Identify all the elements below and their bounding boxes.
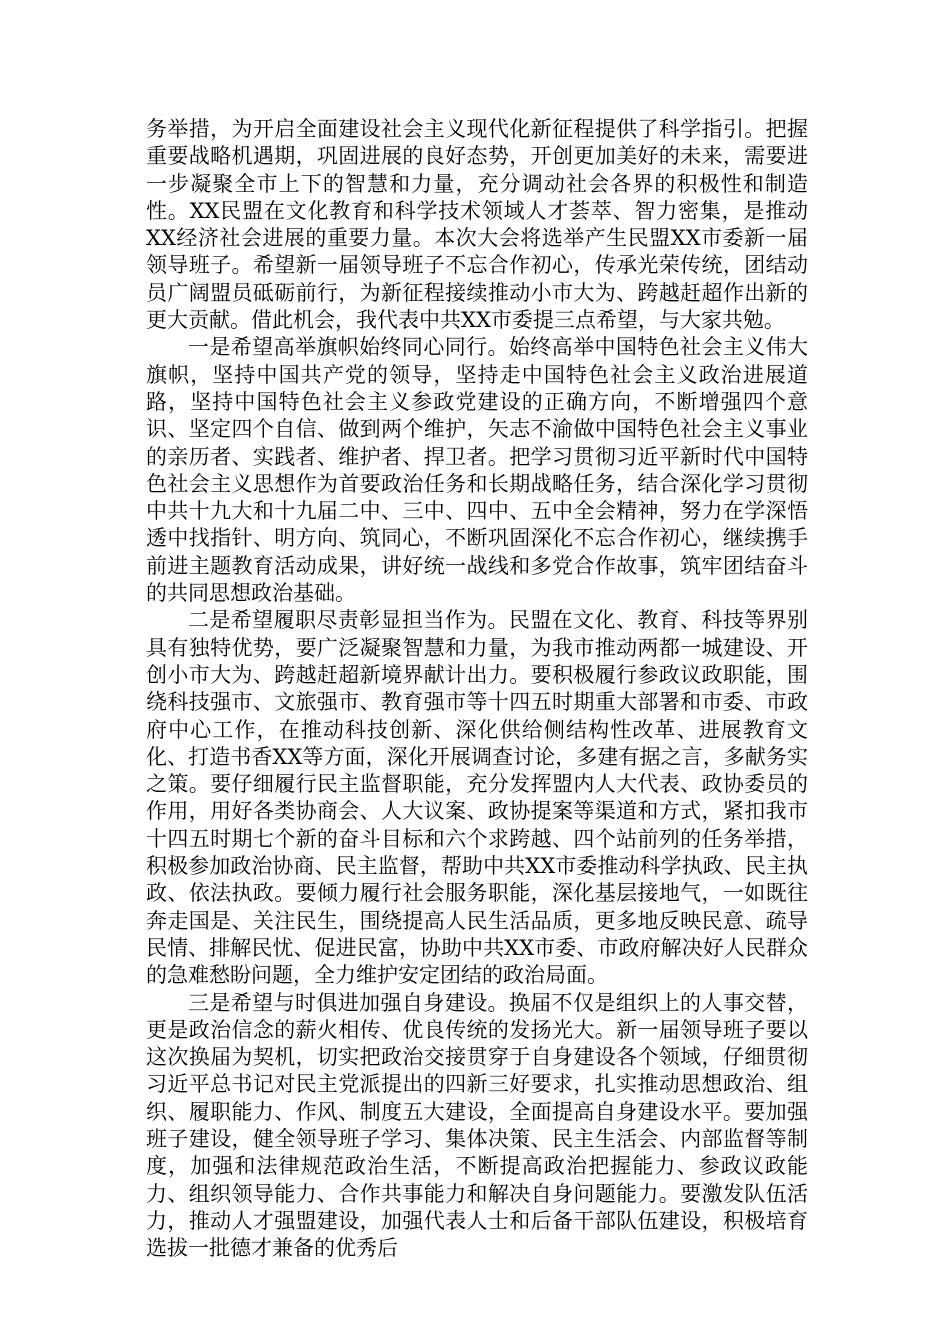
- document-body: [146, 116, 808, 1262]
- paragraph-hope-one: 一是希望高举旗帜始终同心同行。始终高举中国特色社会主义伟大旗帜，坚持中国共产党的领导，坚持走中国特色社会主义政治进展道路，坚持中国特色社会主义参政党建设的正确方向，不断增强四个意识、坚定四个自信、做到两个维护，矢志不渝做中国特色社会主义事业的亲历者、实践者、维护者、捍卫者。把学习贯彻习近平新时代中国特色社会主义思想作为首要政治任务和长期战略任务，结合深化学习贯彻中共十九大和十九届二中、三中、四中、五中全会精神，努力在学深悟透中找指针、明方向、筑同心，不断巩固深化不忘合作初心，继续携手前进主题教育活动成果，讲好统一战线和多党合作故事，筑牢团结奋斗的共同思想政治基础。: [146, 335, 808, 606]
- paragraph-continuation: 务举措，为开启全面建设社会主义现代化新征程提供了科学指引。把握重要战略机遇期，巩固进展的良好态势，开创更加美好的未来，需要进一步凝聚全市上下的智慧和力量，充分调动社会各界的积极性和制造性。XX民盟在文化教育和科学技术领域人才荟萃、智力密集，是推动XX经济社会进展的重要力量。本次大会将选举产生民盟XX市委新一届领导班子。希望新一届领导班子不忘合作初心，传承光荣传统，团结动员广阔盟员砥砺前行，为新征程接续推动小市大为、跨越赶超作出新的更大贡献。借此机会，我代表中共XX市委提三点希望，与大家共勉。: [146, 117, 808, 333]
- paragraph-hope-three: 三是希望与时俱进加强自身建设。换届不仅是组织上的人事交替，更是政治信念的薪火相传、优良传统的发扬光大。新一届领导班子要以这次换届为契机，切实把政治交接贯穿于自身建设各个领域，仔细贯彻习近平总书记对民主党派提出的四新三好要求，扎实推动思想政治、组织、履职能力、作风、制度五大建设，全面提高自身建设水平。要加强班子建设，健全领导班子学习、集体决策、民主生活会、内部监督等制度，加强和法律规范政治生活，不断提高政治把握能力、参政议政能力、组织领导能力、合作共事能力和解决自身问题能力。要激发队伍活力，推动人才强盟建设，加强代表人士和后备干部队伍建设，积极培育选拔一批德才兼备的优秀后: [146, 990, 808, 1261]
- paragraph-hope-two: 二是希望履职尽责彰显担当作为。民盟在文化、教育、科技等界别具有独特优势，要广泛凝聚智慧和力量，为我市推动两都一城建设、开创小市大为、跨越赶超新境界献计出力。要积极履行参政议政职能，围绕科技强市、文旅强市、教育强市等十四五时期重大部署和市委、市政府中心工作，在推动科技创新、深化供给侧结构性改革、进展教育文化、打造书香XX等方面，深化开展调查讨论，多建有据之言，多献务实之策。要仔细履行民主监督职能，充分发挥盟内人大代表、政协委员的作用，用好各类协商会、人大议案、政协提案等渠道和方式，紧扣我市十四五时期七个新的奋斗目标和六个求跨越、四个站前列的任务举措，积极参加政治协商、民主监督，帮助中共XX市委推动科学执政、民主执政、依法执政。要倾力履行社会服务职能，深化基层接地气，一如既往奔走国是、关注民生，围绕提高人民生活品质，更多地反映民意、疏导民情、排解民忧、促进民富，协助中共XX市委、市政府解决好人民群众的急难愁盼问题，全力维护安定团结的政治局面。: [146, 608, 808, 988]
